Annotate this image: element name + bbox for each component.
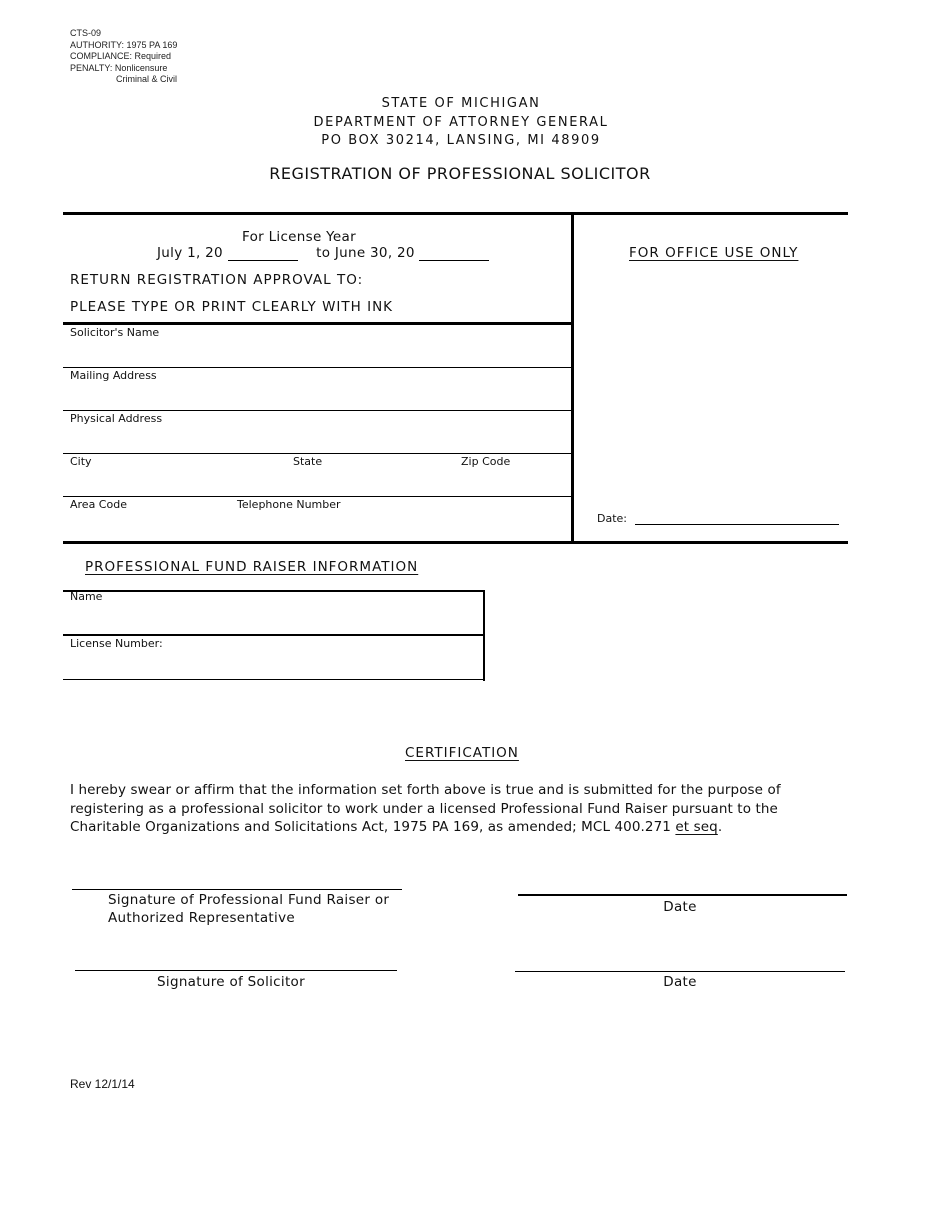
agency-header <box>0 95 922 151</box>
state-label: State <box>293 455 323 468</box>
license-year-label: For License Year <box>242 229 356 245</box>
field-rule <box>63 453 572 454</box>
telephone-label: Telephone Number <box>237 498 341 511</box>
form-penalty: PENALTY: Nonlicensure <box>70 62 168 73</box>
date-label-1: Date <box>663 899 697 915</box>
fund-raiser-name-input[interactable] <box>63 605 481 633</box>
solicitor-name-label: Solicitor's Name <box>70 326 160 339</box>
fund-raiser-signature-line[interactable] <box>72 889 402 890</box>
fund-raiser-box-top <box>63 590 485 592</box>
fund-raiser-box-bottom <box>63 679 485 680</box>
mailing-address-input[interactable] <box>63 383 572 409</box>
certification-end: . <box>717 819 723 835</box>
form-meta <box>70 28 177 86</box>
license-year-to: to June 30, 20 <box>316 245 415 261</box>
fund-raiser-license-label: License Number: <box>70 637 163 650</box>
header-address: PO BOX 30214, LANSING, MI 48909 <box>321 133 601 148</box>
certification-body: I hereby swear or affirm that the information set forth above is true and is submitted for the purpose of registering as a professional solicitor to work under a licensed Professional Fund Raiser pursuant to the Charitable Organizations and Solicitations Act, 1975 PA 169, as amended; MCL 400.271 <box>70 782 781 835</box>
certification-text <box>70 781 835 837</box>
office-date-label: Date: <box>597 512 627 525</box>
return-approval-label: RETURN REGISTRATION APPROVAL TO: <box>70 272 364 288</box>
header-department: DEPARTMENT OF ATTORNEY GENERAL <box>313 114 609 130</box>
form-compliance: COMPLIANCE: Required <box>70 51 172 61</box>
form-penalty-types: Criminal & Civil <box>116 74 178 84</box>
license-year-range <box>157 245 489 261</box>
city-label: City <box>70 455 92 468</box>
fund-raiser-name-label: Name <box>70 590 103 603</box>
city-input[interactable] <box>63 469 283 495</box>
physical-address-label: Physical Address <box>70 412 163 425</box>
area-code-label: Area Code <box>70 498 127 511</box>
office-date <box>597 512 839 525</box>
fund-raiser-signature-label-1: Signature of Professional Fund Raiser or <box>108 892 390 908</box>
physical-address-input[interactable] <box>63 426 572 452</box>
form-code: CTS-09 <box>70 28 102 38</box>
fund-raiser-box-mid <box>63 634 485 636</box>
telephone-input[interactable] <box>230 512 571 540</box>
office-use-label: FOR OFFICE USE ONLY <box>629 245 799 261</box>
page-title: REGISTRATION OF PROFESSIONAL SOLICITOR <box>269 164 651 183</box>
solicitor-name-input[interactable] <box>63 340 572 366</box>
box-top-border <box>63 212 848 215</box>
field-rule <box>63 367 572 368</box>
date-signature-line-2[interactable] <box>515 971 845 972</box>
field-rule <box>63 496 572 497</box>
date-signature-line-1[interactable] <box>518 894 847 896</box>
area-code-input[interactable] <box>63 512 223 540</box>
license-year-start-input[interactable] <box>228 246 298 261</box>
section-rule <box>63 322 573 325</box>
office-date-input[interactable] <box>635 514 839 525</box>
fund-raiser-signature-label <box>108 892 389 927</box>
form-authority: AUTHORITY: 1975 PA 169 <box>70 39 178 50</box>
certification-et-seq: et seq <box>675 819 718 835</box>
field-rule <box>63 410 572 411</box>
date-label-2: Date <box>663 974 697 990</box>
solicitor-signature-line[interactable] <box>75 970 397 971</box>
license-year-end-input[interactable] <box>419 246 489 261</box>
fund-raiser-license-input[interactable] <box>63 651 481 678</box>
print-instruction: PLEASE TYPE OR PRINT CLEARLY WITH INK <box>70 299 394 315</box>
solicitor-signature-label: Signature of Solicitor <box>157 974 305 990</box>
box-divider <box>571 214 574 544</box>
mailing-address-label: Mailing Address <box>70 369 157 382</box>
fund-raiser-signature-label-2: Authorized Representative <box>108 909 295 926</box>
header-state: STATE OF MICHIGAN <box>381 96 541 111</box>
state-input[interactable] <box>288 469 453 495</box>
box-bottom-border <box>63 541 848 544</box>
certification-heading: CERTIFICATION <box>405 745 519 761</box>
revision-date: Rev 12/1/14 <box>70 1077 135 1091</box>
zip-code-label: Zip Code <box>461 455 511 468</box>
license-year-from: July 1, 20 <box>157 245 223 261</box>
zip-code-input[interactable] <box>456 469 571 495</box>
fund-raiser-heading: PROFESSIONAL FUND RAISER INFORMATION <box>85 559 419 575</box>
